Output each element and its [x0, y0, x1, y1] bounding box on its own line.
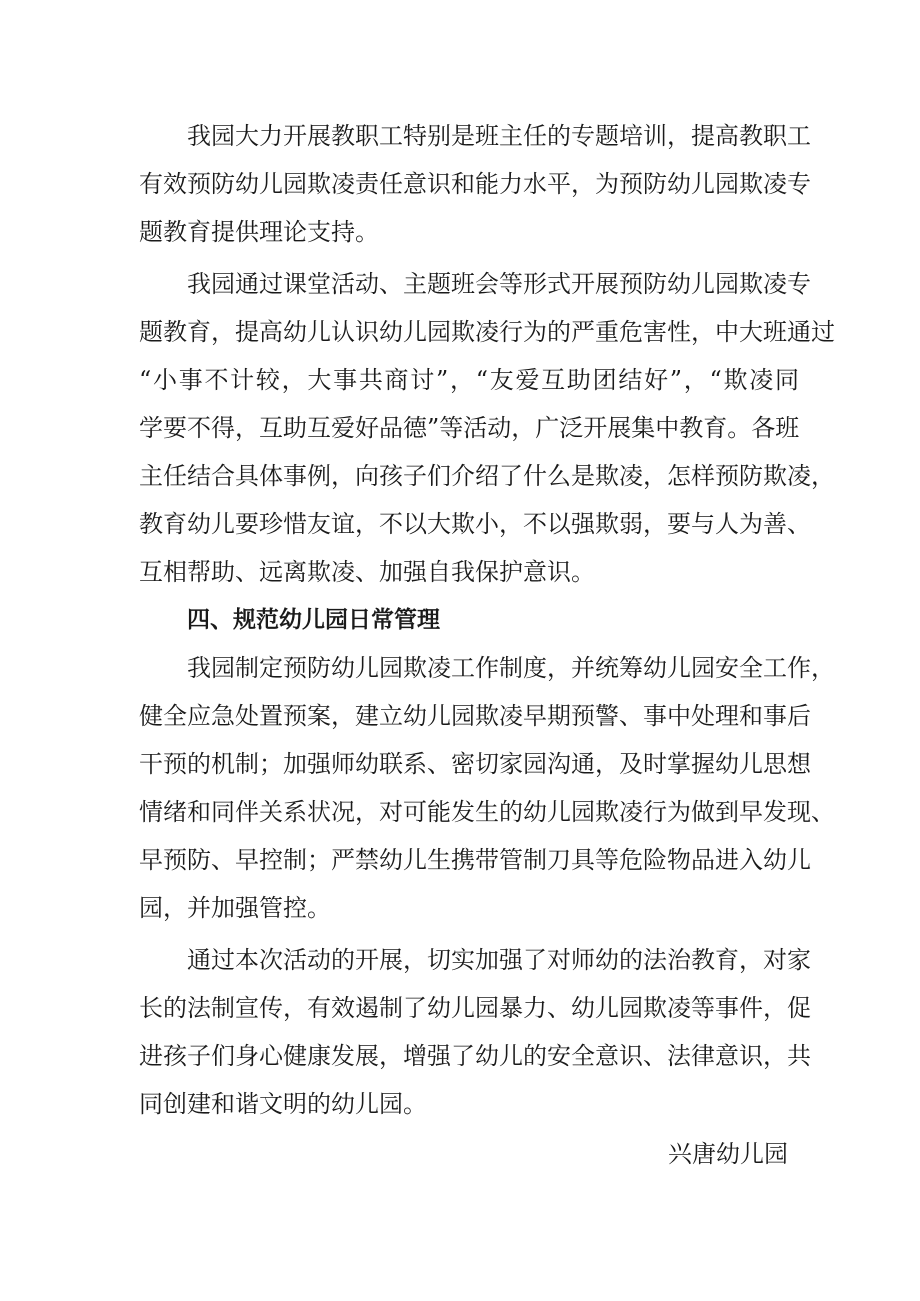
paragraph-4-line-3: 进孩子们身心健康发展，增强了幼儿的安全意识、法律意识，共 [139, 1042, 811, 1070]
paragraph-4-line-4: 同创建和谐文明的幼儿园。 [139, 1090, 427, 1118]
paragraph-2-line-4: 学要不得，互助互爱好品德”等活动，广泛开展集中教育。各班 [139, 414, 800, 442]
paragraph-2-line-2: 题教育，提高幼儿认识幼儿园欺凌行为的严重危害性，中大班通过 [139, 318, 835, 346]
paragraph-4-line-1: 通过本次活动的开展，切实加强了对师幼的法治教育，对家 [187, 946, 811, 974]
paragraph-2-line-1: 我园通过课堂活动、主题班会等形式开展预防幼儿园欺凌专 [187, 270, 811, 298]
paragraph-2-line-6: 教育幼儿要珍惜友谊，不以大欺小，不以强欺弱，要与人为善、 [139, 510, 811, 538]
paragraph-2-line-5: 主任结合具体事例，向孩子们介绍了什么是欺凌，怎样预防欺凌， [139, 462, 835, 490]
paragraph-3-line-4: 情绪和同伴关系状况，对可能发生的幼儿园欺凌行为做到早发现、 [139, 798, 835, 826]
paragraph-3-line-1: 我园制定预防幼儿园欺凌工作制度，并统筹幼儿园安全工作， [187, 654, 835, 682]
section-heading: 四、规范幼儿园日常管理 [187, 607, 440, 633]
paragraph-3-line-2: 健全应急处置预案，建立幼儿园欺凌早期预警、事中处理和事后 [139, 702, 811, 730]
paragraph-3-line-5: 早预防、早控制；严禁幼儿生携带管制刀具等危险物品进入幼儿 [139, 846, 811, 874]
paragraph-2-line-3: “小事不计较，大事共商讨”，“友爱互助团结好”，“欺凌同 [139, 366, 799, 394]
signature: 兴唐幼儿园 [668, 1140, 788, 1168]
paragraph-1-line-3: 题教育提供理论支持。 [139, 218, 379, 246]
paragraph-4-line-2: 长的法制宣传，有效遏制了幼儿园暴力、幼儿园欺凌等事件，促 [139, 994, 811, 1022]
paragraph-3-line-6: 园，并加强管控。 [139, 894, 331, 922]
paragraph-1-line-2: 有效预防幼儿园欺凌责任意识和能力水平，为预防幼儿园欺凌专 [139, 170, 811, 198]
paragraph-2-line-7: 互相帮助、远离欺凌、加强自我保护意识。 [139, 558, 595, 586]
paragraph-3-line-3: 干预的机制；加强师幼联系、密切家园沟通，及时掌握幼儿思想 [139, 750, 811, 778]
paragraph-1-line-1: 我园大力开展教职工特别是班主任的专题培训，提高教职工 [187, 122, 811, 150]
